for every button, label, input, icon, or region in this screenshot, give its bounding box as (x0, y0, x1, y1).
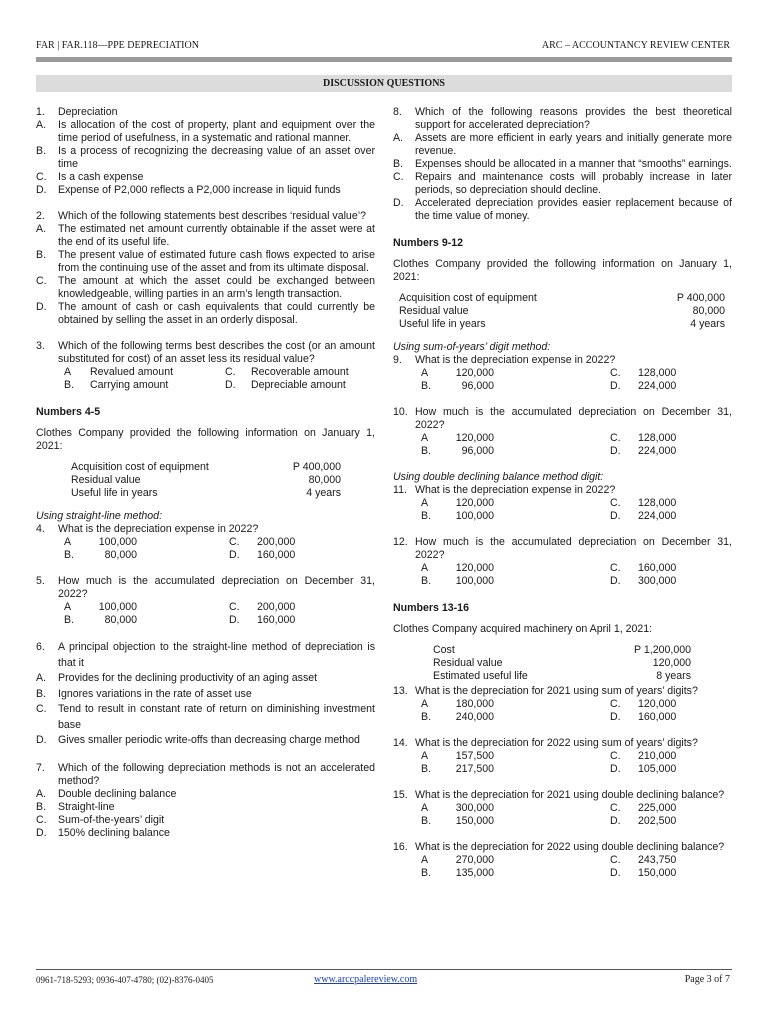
text: 224,000 (638, 510, 677, 522)
text: A (421, 802, 429, 814)
text: D. (610, 380, 621, 392)
choices-grid (393, 562, 732, 588)
text: C. (229, 601, 240, 613)
text: 14. (393, 737, 408, 749)
text: 225,000 (638, 802, 677, 814)
text: 200,000 (257, 601, 296, 613)
text: Expense of P2,000 reflects a P2,000 increase in liquid funds (58, 184, 341, 196)
text: 217,500 (455, 763, 494, 775)
text: 9. (393, 354, 402, 366)
text: B. (421, 711, 432, 723)
text: 80,000 (692, 305, 725, 317)
text: A (64, 366, 72, 378)
text: 1. (36, 106, 45, 118)
question-3 (36, 340, 375, 392)
text: Accelerated depreciation provides easier replacement because of the time value of money. (415, 197, 732, 222)
text: Sum-of-the-years’ digit (58, 813, 165, 826)
section-title: DISCUSSION QUESTIONS (36, 75, 732, 92)
text: 80,000 (104, 549, 137, 561)
text: How much is the accumulated depreciation on December 31, 2022? (415, 406, 732, 431)
text: C. (610, 367, 621, 379)
text: 8 years (656, 670, 691, 682)
text: C. (610, 497, 621, 509)
text: D. (610, 711, 621, 723)
text: A (64, 536, 72, 548)
text: D. (610, 867, 621, 879)
choices-grid (393, 802, 732, 828)
text: 80,000 (308, 474, 341, 486)
text: B. (421, 445, 432, 457)
right-column (393, 106, 732, 880)
info-table (393, 292, 725, 331)
text: P 1,200,000 (634, 644, 691, 656)
text: B. (421, 380, 432, 392)
question-16 (393, 841, 732, 880)
text: B. (64, 614, 75, 626)
text: The amount of cash or cash equivalents that could currently be obtained by selling the asset in an orderly disposal. (58, 301, 375, 326)
text: A (421, 750, 429, 762)
question-5 (36, 575, 375, 627)
section-heading: Numbers 9-12 (393, 237, 464, 249)
text: C. (610, 802, 621, 814)
text: B. (64, 379, 75, 391)
text: B. (36, 249, 47, 261)
text: A. (36, 223, 47, 235)
text: 128,000 (638, 367, 677, 379)
text: Which of the following terms best describes the cost (or an amount substituted for cost) of an asset less its residual value? (58, 340, 375, 365)
text: 160,000 (638, 711, 677, 723)
text: 16. (393, 841, 408, 853)
text: A (421, 854, 429, 866)
text: Depreciation (58, 106, 118, 118)
text: B. (36, 687, 47, 700)
text: D. (610, 763, 621, 775)
text: 12. (393, 536, 408, 548)
text: 160,000 (257, 549, 296, 561)
text: D. (229, 549, 240, 561)
text: B. (421, 510, 432, 522)
text: What is the depreciation for 2022 using double declining balance? (415, 841, 725, 853)
text: D. (229, 614, 240, 626)
section-intro: Clothes Company provided the following information on January 1, 2021: (393, 258, 732, 283)
header-rule (36, 57, 732, 62)
text: 100,000 (455, 575, 494, 587)
text: D. (36, 826, 47, 839)
text: Ignores variations in the rate of asset use (58, 687, 252, 700)
text: A (421, 497, 429, 509)
text: Useful life in years (71, 487, 158, 499)
text: What is the depreciation expense in 2022? (58, 523, 259, 535)
text: Estimated useful life (433, 670, 528, 682)
text: 300,000 (638, 575, 677, 587)
text: A. (36, 787, 47, 800)
text: Provides for the declining productivity of an aging asset (58, 672, 318, 684)
text: A (64, 601, 72, 613)
section-heading: Numbers 4-5 (36, 406, 101, 418)
text: Residual value (433, 657, 503, 669)
text: B. (421, 575, 432, 587)
choices-grid (393, 698, 732, 724)
text: 7. (36, 761, 45, 774)
text: 243,750 (638, 854, 677, 866)
text: Depreciable amount (251, 379, 346, 391)
text: 96,000 (461, 445, 494, 457)
text: A. (393, 132, 404, 144)
choices-grid (393, 367, 732, 393)
text: Gives smaller periodic write-offs than decreasing charge method (58, 734, 360, 746)
question-1 (36, 106, 375, 197)
question-10 (393, 406, 732, 458)
header-right: ARC – ACCOUNTANCY REVIEW CENTER (541, 40, 730, 51)
text: C. (610, 562, 621, 574)
question-6 (36, 640, 375, 749)
question-2 (36, 210, 375, 327)
text: 240,000 (455, 711, 494, 723)
text: Is a process of recognizing the decreasing value of an asset over time (58, 145, 375, 170)
text: Which of the following depreciation methods is not an accelerated method? (58, 761, 375, 787)
text: 120,000 (638, 698, 677, 710)
text: 105,000 (638, 763, 677, 775)
text: What is the depreciation for 2021 using double declining balance? (415, 789, 725, 801)
text: 120,000 (455, 432, 494, 444)
text: How much is the accumulated depreciation on December 31, 2022? (58, 575, 375, 600)
text: What is the depreciation for 2022 using sum of years’ digits? (415, 737, 698, 749)
text: 120,000 (455, 497, 494, 509)
text: 200,000 (257, 536, 296, 548)
text: 150% declining balance (58, 826, 170, 839)
text: 180,000 (455, 698, 494, 710)
text: 96,000 (461, 380, 494, 392)
question-15 (393, 789, 732, 828)
text: A (421, 432, 429, 444)
text: B. (36, 145, 47, 157)
text: 128,000 (638, 432, 677, 444)
text: C. (610, 698, 621, 710)
text: C. (610, 750, 621, 762)
text: Double declining balance (58, 787, 177, 800)
text: D. (610, 815, 621, 827)
text: D. (36, 734, 47, 746)
text: 120,000 (455, 562, 494, 574)
page-number: Page 3 of 7 (684, 974, 730, 985)
question-12 (393, 536, 732, 588)
text: B. (421, 763, 432, 775)
text: D. (36, 301, 47, 313)
text: Which of the following statements best describes ‘residual value’? (58, 210, 366, 222)
text: D. (36, 184, 47, 196)
text: How much is the accumulated depreciation on December 31, 2022? (415, 536, 732, 561)
text: Acquisition cost of equipment (71, 461, 209, 473)
text: Which of the following reasons provides the best theoretical support for accelerated depreciation? (415, 106, 732, 131)
text: Assets are more efficient in early years and initially generate more revenue. (415, 132, 732, 157)
text: B. (393, 158, 404, 170)
text: 157,500 (455, 750, 494, 762)
method-label: Using straight-line method: (36, 510, 163, 522)
info-table (36, 461, 341, 500)
text: Residual value (71, 474, 141, 486)
text: 4 years (690, 318, 725, 330)
text: B. (64, 549, 75, 561)
text: D. (610, 445, 621, 457)
header-left: FAR | FAR.118—PPE DEPRECIATION (36, 40, 199, 51)
footer-phones: 0961-718-5293; 0936-407-4780; (02)-8376-0405 (36, 975, 214, 985)
footer-website-link[interactable]: www.arccpalereview.com (314, 974, 418, 985)
text: Is allocation of the cost of property, plant and equipment over the time period of usefulness, in a systematic and rational manner. (58, 119, 375, 144)
choices-grid (393, 750, 732, 776)
text: A (421, 367, 429, 379)
text: The estimated net amount currently obtainable if the asset were at the end of its useful life. (58, 223, 375, 248)
question-9 (393, 354, 732, 393)
text: C. (225, 366, 236, 378)
text: Cost (433, 644, 455, 656)
text: 120,000 (652, 657, 691, 669)
text: 3. (36, 340, 45, 352)
text: C. (229, 536, 240, 548)
text: 224,000 (638, 445, 677, 457)
choices-grid (36, 601, 375, 627)
text: 160,000 (638, 562, 677, 574)
text: 128,000 (638, 497, 677, 509)
section-intro: Clothes Company provided the following information on January 1, 2021: (36, 427, 375, 452)
text: Straight-line (58, 800, 115, 813)
choices-grid (36, 536, 375, 562)
text: Carrying amount (90, 379, 169, 391)
text: B. (421, 815, 432, 827)
text: B. (36, 800, 47, 813)
text: Recoverable amount (251, 366, 349, 378)
text: D. (610, 575, 621, 587)
method-label: Using sum-of-years’ digit method: (393, 341, 551, 353)
text: 2. (36, 210, 45, 222)
choices-grid (393, 854, 732, 880)
text: 150,000 (638, 867, 677, 879)
text: 5. (36, 575, 45, 587)
text: Residual value (399, 305, 469, 317)
text: A principal objection to the straight-line method of depreciation is that it (58, 641, 375, 669)
text: C. (610, 854, 621, 866)
text: 100,000 (98, 601, 137, 613)
section-heading: Numbers 13-16 (393, 602, 469, 614)
text: C. (36, 171, 47, 183)
text: 6. (36, 641, 45, 653)
left-column (36, 106, 375, 840)
text: 120,000 (455, 367, 494, 379)
text: A. (36, 672, 47, 684)
text: 4 years (306, 487, 341, 499)
text: Expenses should be allocated in a manner that “smooths” earnings. (415, 158, 732, 170)
question-14 (393, 737, 732, 776)
text: P 400,000 (676, 292, 725, 304)
method-label: Using double declining balance method digit: (393, 471, 604, 483)
text: 270,000 (455, 854, 494, 866)
text: 13. (393, 685, 408, 697)
text: 100,000 (455, 510, 494, 522)
text: Acquisition cost of equipment (399, 292, 537, 304)
text: D. (225, 379, 236, 391)
text: C. (36, 813, 47, 826)
text: D. (393, 197, 404, 209)
text: Revalued amount (90, 366, 174, 378)
question-11 (393, 484, 732, 523)
footer-rule (36, 969, 732, 970)
text: 80,000 (104, 614, 137, 626)
text: Useful life in years (399, 318, 486, 330)
text: A (421, 562, 429, 574)
text: Repairs and maintenance costs will probably increase in later periods, so depreciation should decline. (415, 171, 732, 196)
question-8 (393, 106, 732, 223)
text: What is the depreciation expense in 2022? (415, 354, 616, 366)
choices-grid (393, 497, 732, 523)
text: What is the depreciation for 2021 using sum of years’ digits? (415, 685, 698, 697)
text: The present value of estimated future cash flows expected to arise from the continuing use of the asset and from its ultimate disposal. (58, 249, 375, 274)
choices-grid (393, 432, 732, 458)
question-4 (36, 523, 375, 562)
text: C. (36, 275, 47, 287)
text: 210,000 (638, 750, 677, 762)
text: P 400,000 (292, 461, 341, 473)
text: A. (36, 119, 47, 131)
section-intro: Clothes Company acquired machinery on April 1, 2021: (393, 623, 653, 635)
text: 10. (393, 406, 408, 418)
text: What is the depreciation expense in 2022? (415, 484, 616, 496)
text: 8. (393, 106, 402, 118)
text: 300,000 (455, 802, 494, 814)
question-13 (393, 685, 732, 724)
text: D. (610, 510, 621, 522)
text: 224,000 (638, 380, 677, 392)
text: A (421, 698, 429, 710)
text: 100,000 (98, 536, 137, 548)
text: 150,000 (455, 815, 494, 827)
text: C. (393, 171, 404, 183)
info-table (393, 644, 691, 683)
text: 135,000 (455, 867, 494, 879)
text: B. (421, 867, 432, 879)
question-7 (36, 762, 375, 840)
text: The amount at which the asset could be exchanged between knowledgeable, willing parties in an arm’s length transaction. (58, 275, 375, 300)
text: 202,500 (638, 815, 677, 827)
choices-grid (36, 366, 375, 392)
text: 11. (393, 484, 407, 496)
text: 160,000 (257, 614, 296, 626)
text: C. (36, 703, 47, 715)
text: C. (610, 432, 621, 444)
text: 4. (36, 523, 45, 535)
text: 15. (393, 789, 408, 801)
text: Is a cash expense (58, 171, 144, 183)
text: Tend to result in constant rate of return on diminishing investment base (58, 703, 375, 731)
